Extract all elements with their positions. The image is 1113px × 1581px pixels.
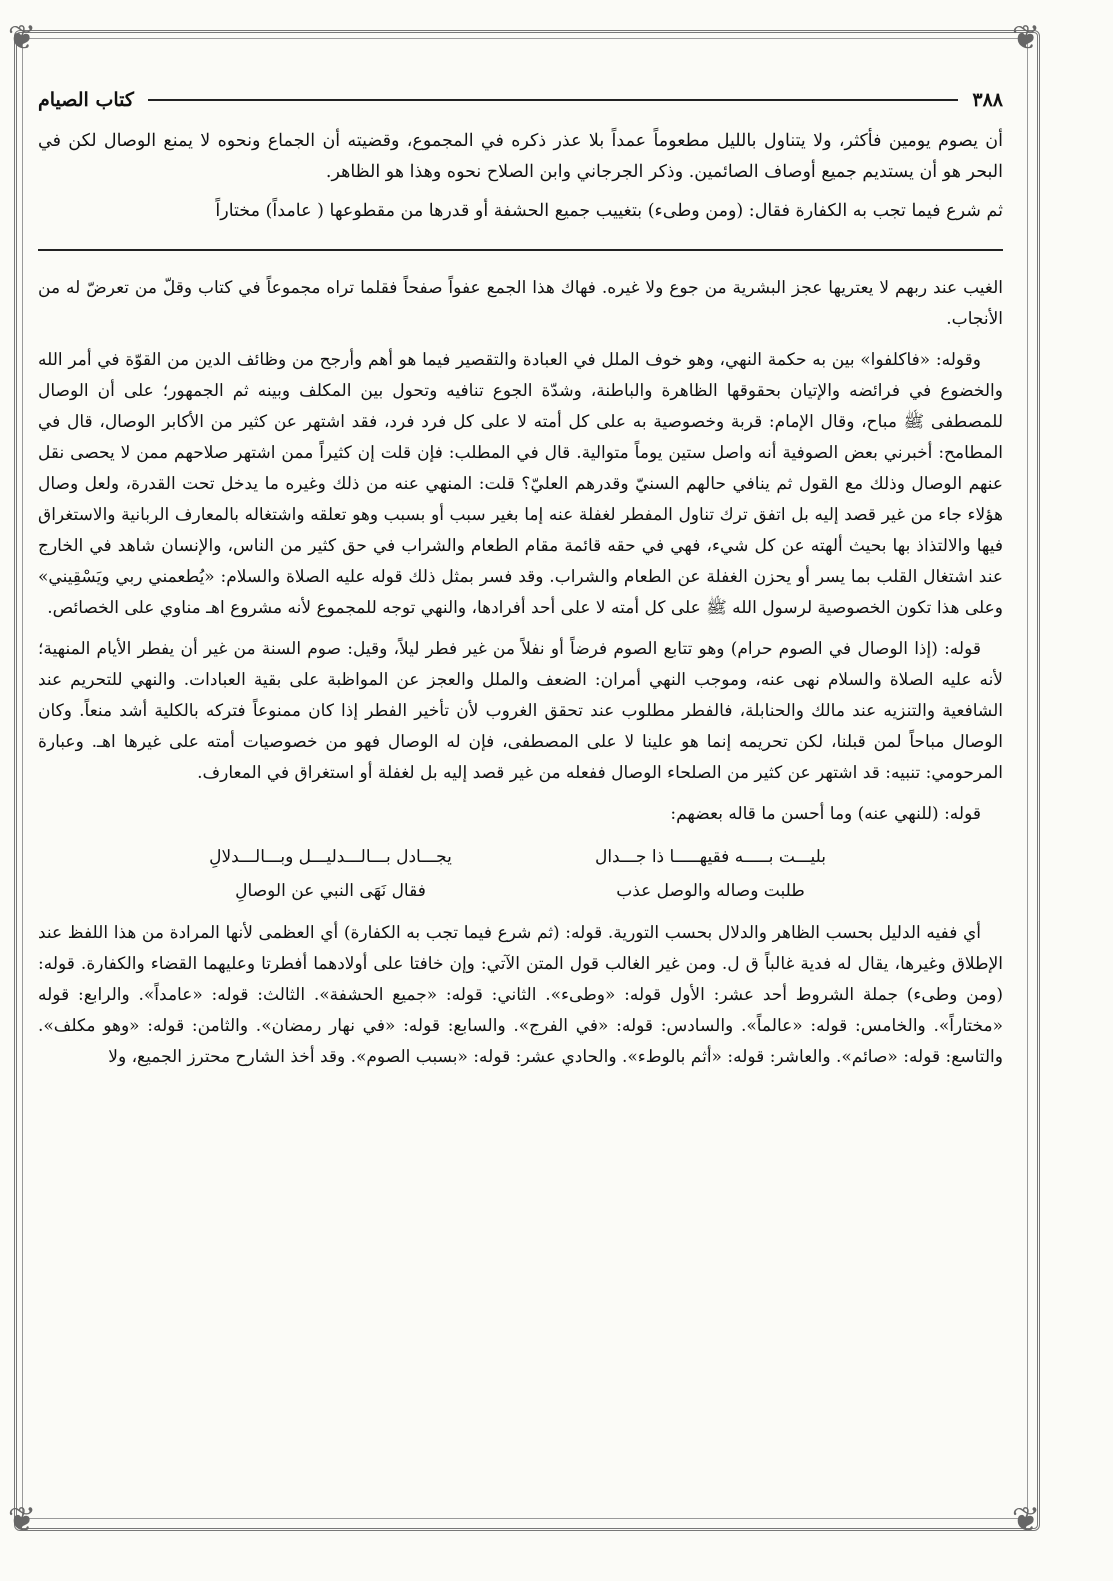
ornament-bottom-left-icon: ❦ bbox=[7, 1500, 37, 1540]
page-number: ٣٨٨ bbox=[972, 89, 1003, 111]
section-divider bbox=[38, 249, 1003, 251]
running-header bbox=[38, 82, 1003, 118]
chapter-title: كتاب الصيام bbox=[38, 89, 134, 111]
verse-hemistich: طلبت وصاله والوصل عذب bbox=[616, 881, 805, 901]
verse-hemistich: يجـــادل بـــالـــدليـــل وبـــالـــدلالِ bbox=[209, 847, 452, 867]
header-rule bbox=[148, 99, 958, 101]
matn-paragraph: أن يصوم يومين فأكثر، ولا يتناول بالليل مطعوماً عمداً بلا عذر ذكره في المجموع، وقضيته أن الجماع ونحوه لا يمنع الوصال لكن في البحر هو أن يستديم جميع أوصاف الصائمين. وذكر الجرجاني وابن الصلاح نحوه وهذا هو الظاهر. bbox=[38, 131, 1003, 182]
matn-section bbox=[38, 126, 1003, 227]
matn-paragraph: ثم شرع فيما تجب به الكفارة فقال: (ومن وطىء) بتغييب جميع الحشفة أو قدرها من مقطوعها ( عامداً) مختاراً bbox=[215, 201, 1003, 221]
commentary-paragraph: وقوله: «فاكلفوا» بين به حكمة النهي، وهو خوف الملل في العبادة والتقصير فيما هو أهم وأرجح من وظائف الدين من القوّة في أمر الله والخضوع في فرائضه والإتيان بحقوقها الظاهرة والباطنة، وشدّة الجوع تنافيه وتحول بين المكلف وبينه ثم الجمهور؛ على أن الوصال للمصطفى ﷺ مباح، وقال الإمام: قربة وخصوصية به على كل أمته لا على كل فرد فرد، فقد اشتهر عن كثير من الأكابر الوصال، قال في المطامح: أخبرني بعض الصوفية أنه واصل ستين يوماً متوالية. قال في المطلب: فإن قلت إن كثيراً ممن اشتهر صلاحهم ممن لا يحصى نقل عنهم الوصال وذلك مع القول ثم ينافي حالهم السنيّ وقدرهم العليّ؟ قلت: المنهي عنه من ذلك وغيره ما يدخل تحت القدرة، ولعل وصال هؤلاء جاء من غير قصد إليه بل اتفق ترك تناول المفطر لغفلة عنه إما بغير سبب أو بسبب وهو تعلقه واشتغاله بالمعارف الربانية والاستغراق فيها والالتذاذ بها بحيث ألهته عن كل شيء، فهي في حقه قائمة مقام الطعام والشراب في حق كثير من الناس، والإنسان شاهد في الخارج عند اشتغال القلب بما يسر أو يحزن الغفلة عن الطعام والشراب. وقد فسر بمثل ذلك قوله عليه الصلاة والسلام: «يُطعمني ربي ويَسْقِيني» وعلى هذا تكون الخصوصية لرسول الله ﷺ على كل أمته لا على أحد أفرادها، والنهي توجه للمجموع لأنه مشروع اهـ مناوي على الخصائص. bbox=[38, 350, 1003, 618]
verse-hemistich: بليـــت بـــــه فقيهـــــا ذا جـــدال bbox=[594, 847, 826, 867]
page-content bbox=[38, 82, 1003, 1083]
commentary-paragraph: قوله: (للنهي عنه) وما أحسن ما قاله بعضهم: bbox=[670, 804, 981, 824]
poem-verse bbox=[161, 840, 881, 908]
verse-hemistich: فقال نَهَى النبي عن الوصالِ bbox=[235, 881, 426, 901]
ornament-top-right-icon: ❦ bbox=[1011, 18, 1041, 58]
ornament-bottom-right-icon: ❦ bbox=[1011, 1500, 1041, 1540]
commentary-paragraph: الغيب عند ربهم لا يعتريها عجز البشرية من جوع ولا غيره. فهاك هذا الجمع عفواً صفحاً فقلما تراه مجموعاً في كتاب وقلّ من تعرضّ له من الأنجاب. bbox=[38, 278, 1003, 329]
ornament-top-left-icon: ❦ bbox=[7, 18, 37, 58]
commentary-paragraph: قوله: (إذا الوصال في الصوم حرام) وهو تتابع الصوم فرضاً أو نفلاً من غير فطر ليلاً، وقيل: صوم السنة من غير أن يفطر الأيام المنهية؛ لأنه عليه الصلاة والسلام نهى عنه، وموجب النهي أمران: الضعف والملل والعجز عن المواظبة على بقية العبادات. والنهي للتحريم عند الشافعية والتنزيه عند مالك والحنابلة، فالفطر مطلوب عند تحقق الغروب لأن تأخير الفطر إذا كان ممنوعاً فتركه بالكلية أشد منعاً. وكان الوصال مباحاً لمن قبلنا، لكن تحريمه إنما هو علينا لا على المصطفى، فإن له الوصال فهو من خصوصيات أمته على غيرها اهـ. وعبارة المرحومي: تنبيه: قد اشتهر عن كثير من الصلحاء الوصال ففعله من غير قصد إليه بل لغفلة أو استغراق في المعارف. bbox=[38, 639, 1003, 783]
commentary-paragraph: أي ففيه الدليل بحسب الظاهر والدلال بحسب التورية. قوله: (ثم شرع فيما تجب به الكفارة) أي العظمى لأنها المرادة من هذا اللفظ عند الإطلاق وغيرها، يقال له فدية غالباً ق ل. ومن غير الغالب قول المتن الآتي: وإن خافتا على أولادهما أفطرتا وعليهما القضاء والكفارة. قوله: (ومن وطىء) جملة الشروط أحد عشر: الأول قوله: «وطىء». الثاني: قوله: «جميع الحشفة». الثالث: قوله: «عامداً». والرابع: قوله «مختاراً». والخامس: قوله: «عالماً». والسادس: قوله: «في الفرج». والسابع: قوله: «في نهار رمضان». والثامن: قوله: «وهو مكلف». والتاسع: قوله: «صائم». والعاشر: قوله: «أثم بالوطء». والحادي عشر: قوله: «بسبب الصوم». وقد أخذ الشارح محترز الجميع، ولا bbox=[38, 923, 1003, 1067]
commentary-section bbox=[38, 273, 1003, 1073]
